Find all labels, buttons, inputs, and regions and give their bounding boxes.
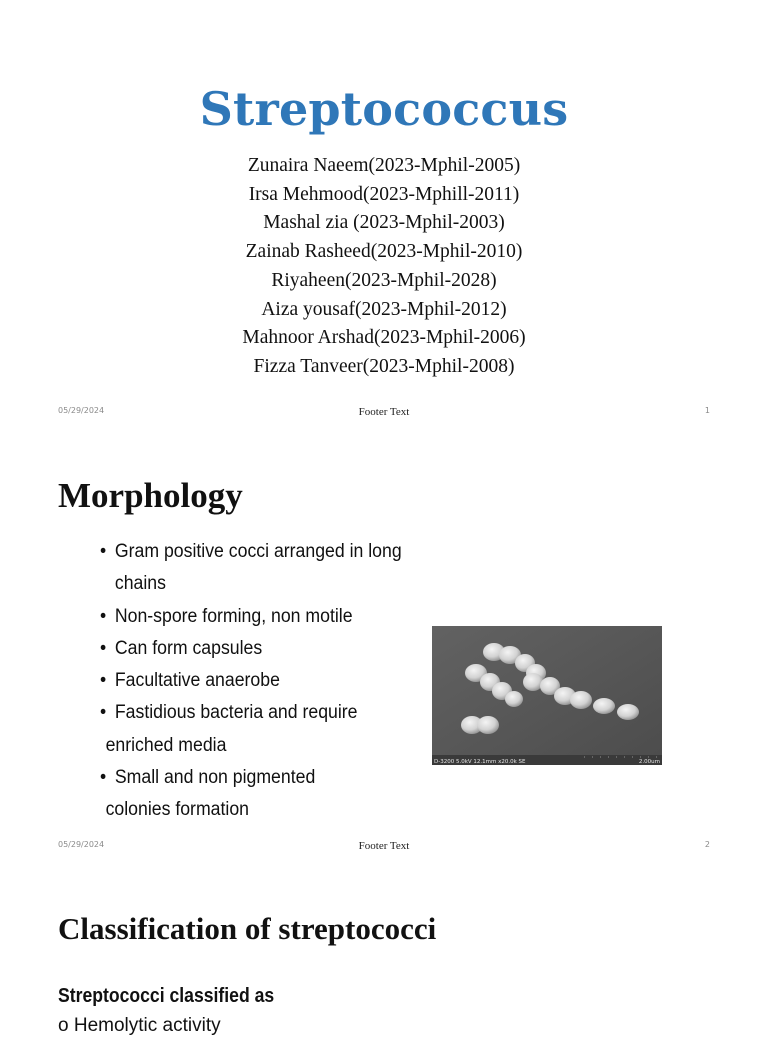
slide-footer — [0, 406, 768, 422]
author-item: Irsa Mehmood(2023-Mphill-2011) — [248, 183, 520, 205]
bullet-dot-icon: • — [100, 702, 107, 724]
author-item: Riyaheen(2023-Mphil-2028) — [271, 269, 497, 291]
slide-heading: Morphology — [58, 476, 243, 515]
author-list — [0, 152, 768, 382]
footer-date: 05/29/2024 — [58, 406, 105, 415]
bullet-dot-icon: • — [100, 767, 107, 789]
slide-number: 1 — [704, 406, 710, 415]
presentation-title: Streptococcus — [199, 82, 569, 136]
slide-subheading: Streptococci classified as — [58, 985, 275, 1007]
footer-text: Footer Text — [358, 840, 410, 852]
bullet-text-continuation: colonies formation — [105, 799, 249, 821]
bullet-dot-icon: • — [100, 605, 107, 627]
bullet-dot-icon: • — [100, 670, 107, 692]
bullet-item — [100, 536, 407, 601]
author-item: Zainab Rasheed(2023-Mphil-2010) — [245, 241, 523, 263]
bullet-item — [100, 762, 407, 827]
footer-date: 05/29/2024 — [58, 840, 105, 849]
bullet-dot-icon: • — [100, 541, 107, 562]
list-item-text: Hemolytic activity — [73, 1015, 221, 1036]
sem-micrograph — [432, 626, 662, 765]
scale-label: 2.00um — [638, 759, 660, 765]
bullet-item — [100, 633, 407, 665]
bullet-item — [100, 665, 407, 697]
title-slide — [0, 0, 768, 432]
bullet-text: Non-spore forming, non motile — [114, 605, 353, 627]
author-item: Aiza yousaf(2023-Mphil-2012) — [261, 298, 507, 320]
micrograph-drawing — [432, 626, 662, 765]
bullet-text: Fastidious bacteria and require — [114, 702, 358, 724]
bullet-list — [100, 536, 430, 827]
author-item: Zunaira Naeem(2023-Mphil-2005) — [247, 155, 521, 176]
bullet-text: Can form capsules — [114, 637, 263, 659]
slide-number: 2 — [704, 840, 710, 849]
slide-heading: Classification of streptococci — [58, 911, 437, 946]
author-item: Mahnoor Arshad(2023-Mphil-2006) — [242, 327, 526, 349]
bullet-text: Small and non pigmented — [114, 767, 316, 789]
footer-text: Footer Text — [358, 406, 410, 418]
bullet-text: Gram positive cocci arranged in long chains — [114, 541, 402, 595]
bullet-dot-icon: • — [100, 637, 107, 659]
micrograph-caption: D-3200 5.0kV 12.1mm x20.0k SE — [434, 759, 526, 765]
partial-list-item — [58, 1015, 221, 1037]
bullet-item — [100, 697, 407, 762]
author-item: Mashal zia (2023-Mphil-2003) — [263, 212, 505, 234]
bullet-text: Facultative anaerobe — [114, 670, 280, 692]
morphology-slide — [0, 432, 768, 865]
bullet-item — [100, 601, 407, 633]
author-item: Fizza Tanveer(2023-Mphil-2008) — [253, 355, 515, 377]
bullet-text-continuation: enriched media — [105, 734, 227, 756]
classification-slide — [0, 865, 768, 1036]
slide-footer — [0, 840, 768, 856]
bullet-dot-icon: o — [58, 1015, 74, 1036]
